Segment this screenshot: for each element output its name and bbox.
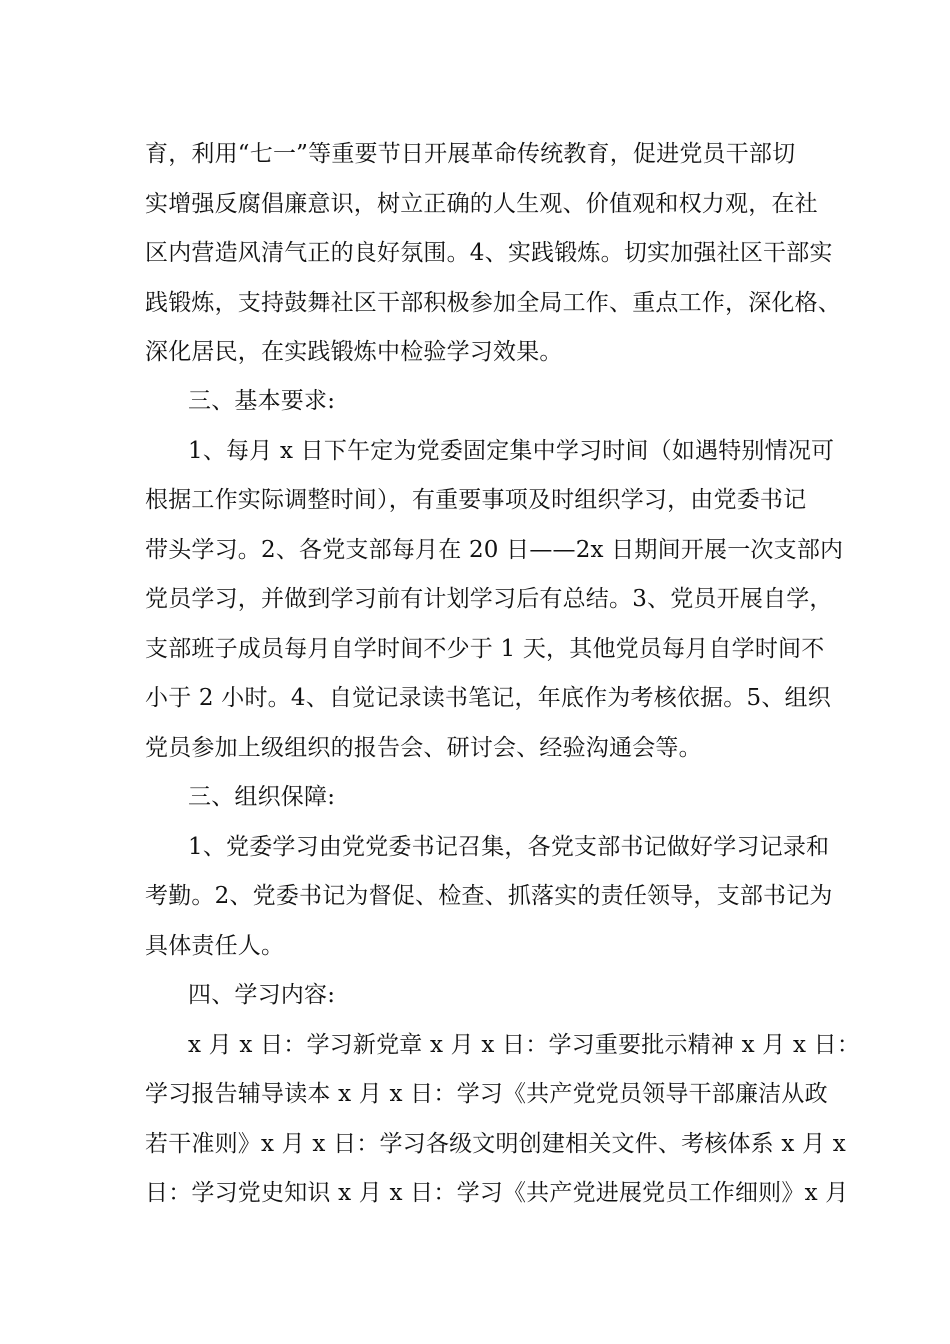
body-text-line: 1、党委学习由党党委书记召集，各党支部书记做好学习记录和 — [188, 834, 830, 860]
body-text-line: x 月 x 日：学习新党章 x 月 x 日：学习重要批示精神 x 月 x 日： — [188, 1032, 861, 1058]
body-text-line: 小于 2 小时。4、自觉记录读书笔记，年底作为考核依据。5、组织 — [145, 685, 831, 711]
body-text-line: 党员参加上级组织的报告会、研讨会、经验沟通会等。 — [145, 735, 702, 761]
body-text-line: 党员学习，并做到学习前有计划学习后有总结。3、党员开展自学， — [145, 586, 833, 612]
body-text-line: 1、每月 x 日下午定为党委固定集中学习时间（如遇特别情况可 — [188, 438, 835, 464]
body-text-line: 支部班子成员每月自学时间不少于 1 天，其他党员每月自学时间不 — [145, 636, 825, 662]
body-text-line: 深化居民，在实践锻炼中检验学习效果。 — [145, 339, 563, 365]
body-text-line: 践锻炼，支持鼓舞社区干部积极参加全局工作、重点工作，深化格、 — [145, 290, 841, 316]
body-text-line: 学习报告辅导读本 x 月 x 日：学习《共产党党员领导干部廉洁从政 — [145, 1081, 828, 1107]
body-text-line: 考勤。2、党委书记为督促、检查、抓落实的责任领导，支部书记为 — [145, 883, 833, 909]
body-text-line: 若干准则》x 月 x 日：学习各级文明创建相关文件、考核体系 x 月 x — [145, 1131, 846, 1157]
section-heading: 三、组织保障: — [188, 784, 336, 810]
body-text-line: 育，利用“七一”等重要节日开展革命传统教育，促进党员干部切 — [145, 141, 796, 167]
body-text-line: 带头学习。2、各党支部每月在 20 日——2x 日期间开展一次支部内 — [145, 537, 844, 563]
body-text-line: 实增强反腐倡廉意识，树立正确的人生观、价值观和权力观，在社 — [145, 191, 818, 217]
body-text-line: 区内营造风清气正的良好氛围。4、实践锻炼。切实加强社区干部实 — [145, 240, 833, 266]
body-text-line: 根据工作实际调整时间），有重要事项及时组织学习，由党委书记 — [145, 487, 807, 513]
section-heading: 三、基本要求: — [188, 388, 336, 414]
body-text-line: 具体责任人。 — [145, 933, 285, 959]
section-heading: 四、学习内容: — [188, 982, 336, 1008]
body-text-line: 日：学习党史知识 x 月 x 日：学习《共产党进展党员工作细则》x 月 — [145, 1180, 849, 1206]
